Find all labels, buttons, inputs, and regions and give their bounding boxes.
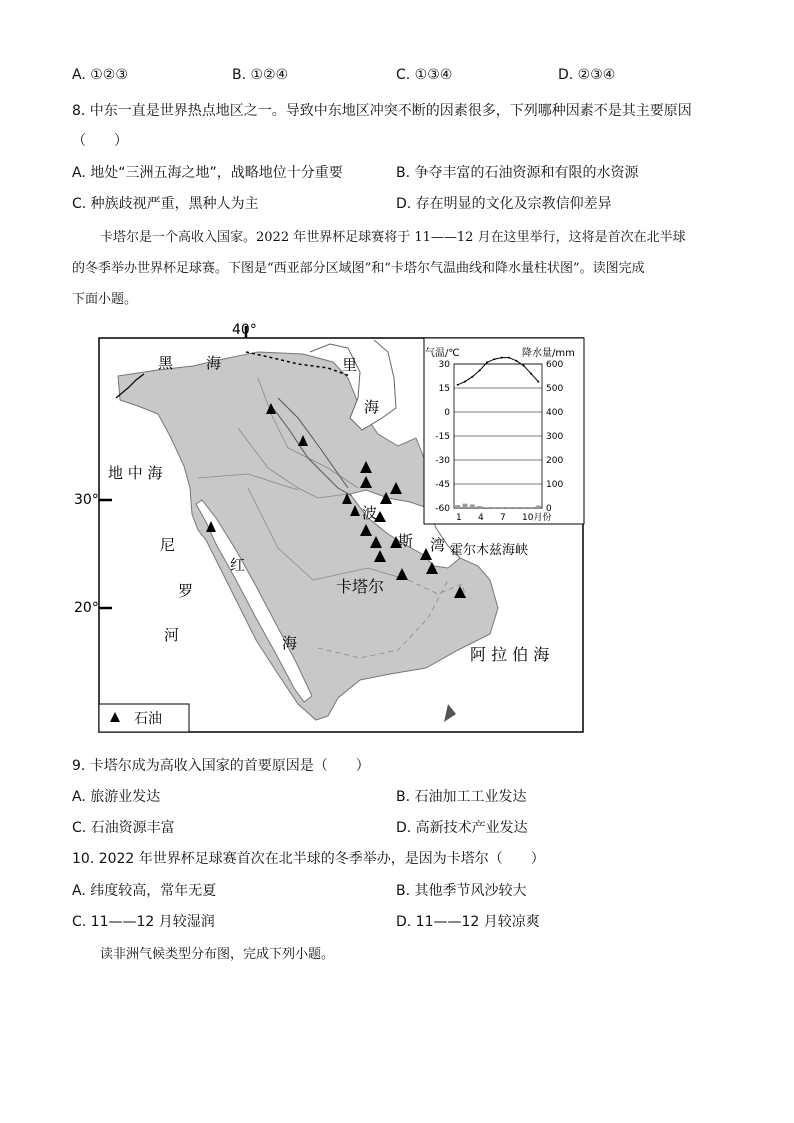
intro-line-2: 的冬季举办世界杯足球赛。下图是“西亚部分区域图”和“卡塔尔气温曲线和降水量柱状图”。读图完成 <box>72 261 645 276</box>
temp-point <box>457 384 459 386</box>
q10-option-b: B. 其他季节风沙较大 <box>396 883 527 899</box>
arabian-sea-label: 阿 拉 伯 海 <box>470 645 550 664</box>
month-tick-label: 10月份 <box>522 513 552 523</box>
temp-axis-title: 气温/℃ <box>425 348 460 359</box>
month-tick-label: 7 <box>500 513 506 523</box>
temp-point <box>479 369 481 371</box>
q9-option-d: D. 高新技术产业发达 <box>396 820 528 836</box>
legend-oil-label: 石油 <box>134 711 162 727</box>
temp-tick-label: -45 <box>435 480 450 490</box>
q9-stem: 9. 卡塔尔成为高收入国家的首要原因是（ ） <box>72 758 370 774</box>
q10-stem: 10. 2022 年世界杯足球赛首次在北半球的冬季举办，是因为卡塔尔（ ） <box>72 851 545 867</box>
q7-option-b: B. ①②④ <box>232 67 289 83</box>
q9-option-c: C. 石油资源丰富 <box>72 820 175 836</box>
precip-bar <box>492 507 497 508</box>
precip-tick-label: 0 <box>546 504 552 514</box>
temp-point <box>493 358 495 360</box>
precip-bar <box>529 507 534 508</box>
temp-point <box>530 373 532 375</box>
temp-point <box>537 381 539 383</box>
precip-bar <box>463 504 468 508</box>
temp-point <box>515 360 517 362</box>
precip-bar <box>455 505 460 508</box>
nile-label-1: 尼 <box>160 536 176 554</box>
black-sea-label-2: 海 <box>206 354 222 372</box>
lat-20-label: 20° <box>74 600 99 616</box>
temp-tick-label: -15 <box>435 432 450 442</box>
precip-bar <box>477 506 482 508</box>
precip-bar <box>470 504 475 508</box>
q8-option-b: B. 争夺丰富的石油资源和有限的水资源 <box>396 165 639 181</box>
temp-tick-label: 0 <box>444 408 450 418</box>
precip-tick-label: 300 <box>546 432 564 442</box>
persian-gulf-label-1: 波 <box>362 504 378 522</box>
precip-tick-label: 100 <box>546 480 564 490</box>
precip-bar <box>536 506 541 508</box>
precip-bar <box>514 507 519 508</box>
month-tick-label: 4 <box>478 513 484 523</box>
temp-point <box>471 376 473 378</box>
next-section-prompt: 读非洲气候类型分布图，完成下列小题。 <box>100 947 335 962</box>
q8-option-a: A. 地处“三洲五海之地”，战略地位十分重要 <box>72 165 343 181</box>
q9-option-b: B. 石油加工工业发达 <box>396 789 527 805</box>
precip-bar <box>499 507 504 508</box>
precip-tick-label: 500 <box>546 384 564 394</box>
black-sea-label-1: 黑 <box>158 354 174 372</box>
persian-gulf-label-2: 斯 <box>398 532 414 550</box>
precip-tick-label: 400 <box>546 408 564 418</box>
temp-tick-label: -30 <box>435 456 450 466</box>
persian-gulf-label-3: 湾 <box>430 536 446 554</box>
climate-chart <box>424 338 584 524</box>
temp-tick-label: 15 <box>438 384 450 394</box>
nile-label-2: 罗 <box>178 582 194 600</box>
red-sea-label-1: 红 <box>230 556 246 574</box>
precip-bar <box>485 507 490 508</box>
month-tick-label: 1 <box>456 513 462 523</box>
lon-40-label: 40° <box>232 322 257 338</box>
q8-stem: 8. 中东一直是世界热点地区之一。导致中东地区冲突不断的因素很多，下列哪种因素不是其主要原因 <box>72 103 692 119</box>
q10-option-d: D. 11——12 月较凉爽 <box>396 914 540 930</box>
caspian-label-2: 海 <box>364 398 380 416</box>
temp-point <box>501 357 503 359</box>
temp-point <box>464 381 466 383</box>
intro-line-1: 卡塔尔是一个高收入国家。2022 年世界杯足球赛将于 11——12 月在这里举行，这将是首次在北半球 <box>100 230 686 245</box>
q8-option-c: C. 种族歧视严重，黑种人为主 <box>72 196 259 212</box>
precip-tick-label: 600 <box>546 360 564 370</box>
q7-option-a: A. ①②③ <box>72 67 128 83</box>
q8-option-d: D. 存在明显的文化及宗教信仰差异 <box>396 196 612 212</box>
q7-option-d: D. ②③④ <box>558 67 616 83</box>
mediterranean-label: 地 中 海 <box>108 464 163 482</box>
precip-bar <box>507 507 512 508</box>
caspian-label-1: 里 <box>342 356 358 374</box>
temp-point <box>523 365 525 367</box>
intro-line-3: 下面小题。 <box>72 292 138 307</box>
precip-tick-label: 200 <box>546 456 564 466</box>
q8-answer-paren: （ ） <box>72 133 128 149</box>
q7-option-c: C. ①③④ <box>396 67 453 83</box>
q10-option-a: A. 纬度较高，常年无夏 <box>72 883 217 899</box>
temp-tick-label: -60 <box>435 504 450 514</box>
red-sea-label-2: 海 <box>282 634 298 652</box>
lat-30-label: 30° <box>74 492 99 508</box>
precip-bar <box>521 507 526 508</box>
nile-label-3: 河 <box>164 626 180 644</box>
hormuz-label: 霍尔木兹海峡 <box>450 543 529 558</box>
west-asia-map <box>74 318 584 734</box>
q9-option-a: A. 旅游业发达 <box>72 789 161 805</box>
qatar-label: 卡塔尔 <box>336 577 385 596</box>
temp-point <box>486 361 488 363</box>
precip-axis-title: 降水量/mm <box>522 348 575 359</box>
temp-point <box>508 357 510 359</box>
temp-tick-label: 30 <box>438 360 450 370</box>
q10-option-c: C. 11——12 月较湿润 <box>72 914 215 930</box>
